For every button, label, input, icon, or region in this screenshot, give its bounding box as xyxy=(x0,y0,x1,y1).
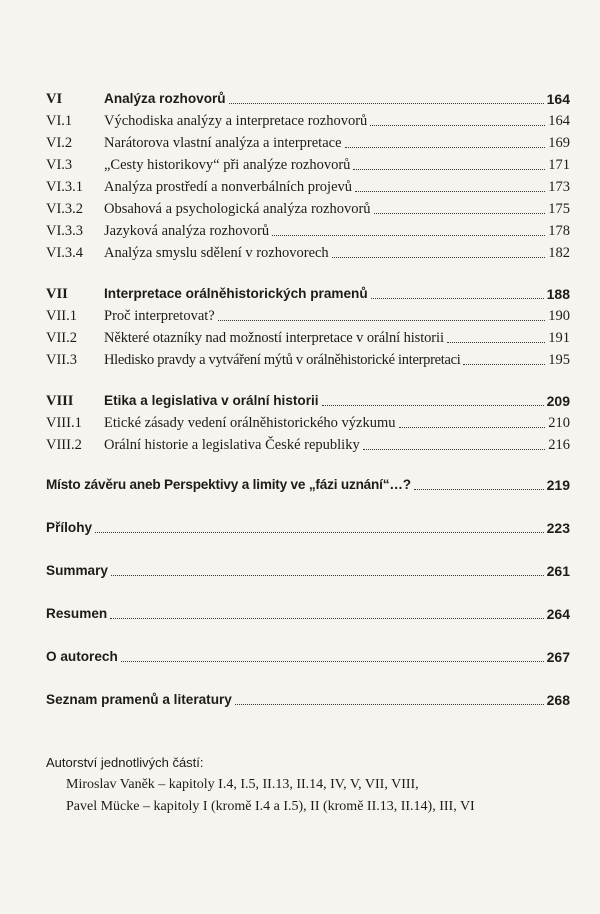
dot-leader xyxy=(399,426,546,428)
section-title: Narátorova vlastní analýza a interpretace xyxy=(104,135,342,151)
section-number: VI.3.4 xyxy=(46,245,84,261)
dot-leader xyxy=(353,168,545,170)
page-number: 188 xyxy=(546,286,570,302)
toc-section-vi-3-2[interactable] xyxy=(46,196,570,218)
authorship-note xyxy=(46,752,576,818)
section-title: Analýza smyslu sdělení v rozhovorech xyxy=(104,245,329,261)
dot-leader xyxy=(345,146,546,148)
page-number: 268 xyxy=(546,692,570,708)
toc-section-viii-1[interactable] xyxy=(46,410,570,432)
toc-section-vi-2[interactable] xyxy=(46,130,570,152)
entry-title: Seznam pramenů a literatury xyxy=(46,692,232,707)
toc-section-vii-3[interactable] xyxy=(46,347,570,369)
entry-title: Místo závěru aneb Perspektivy a limity ve „fázi uznání“…? xyxy=(46,477,411,492)
dot-leader xyxy=(272,234,545,236)
page-number: 209 xyxy=(546,393,570,409)
page-number: 267 xyxy=(546,649,570,665)
toc-section-vii-1[interactable] xyxy=(46,303,570,325)
toc-entry-about-authors[interactable] xyxy=(46,644,570,666)
dot-leader xyxy=(371,297,544,299)
chapter-number: VIII xyxy=(46,393,74,409)
dot-leader xyxy=(218,319,546,321)
dot-leader xyxy=(363,448,546,450)
section-title: Analýza prostředí a nonverbálních projevů xyxy=(104,179,353,195)
page-number: 210 xyxy=(548,415,570,431)
section-title: Obsahová a psychologická analýza rozhovorů xyxy=(104,201,371,217)
page-number: 219 xyxy=(546,477,570,493)
dot-leader xyxy=(110,617,543,619)
page-number: 175 xyxy=(548,201,570,217)
dot-leader xyxy=(121,660,544,662)
chapter-title: Interpretace orálněhistorických pramenů xyxy=(104,286,368,301)
dot-leader xyxy=(447,341,545,343)
section-number: VI.1 xyxy=(46,113,73,129)
dot-leader xyxy=(229,102,544,104)
page-number: 216 xyxy=(548,437,570,453)
dot-leader xyxy=(370,124,545,126)
entry-title: Summary xyxy=(46,563,108,578)
page-number: 195 xyxy=(548,352,570,368)
section-title: Jazyková analýza rozhovorů xyxy=(104,223,270,239)
section-number: VIII.1 xyxy=(46,415,82,431)
page-number: 191 xyxy=(548,330,570,346)
page-number: 169 xyxy=(548,135,570,151)
toc-section-vi-3-3[interactable] xyxy=(46,218,570,240)
dot-leader xyxy=(332,256,546,258)
authorship-line: Pavel Mücke – kapitoly I (kromě I.4 a I.5), II (kromě II.13, II.14), III, VI xyxy=(66,799,475,814)
section-number: VIII.2 xyxy=(46,437,82,453)
section-number: VII.3 xyxy=(46,352,78,368)
toc-entry-appendices[interactable] xyxy=(46,515,570,537)
toc-section-viii-2[interactable] xyxy=(46,432,570,454)
page-number: 190 xyxy=(548,308,570,324)
section-title: Orální historie a legislativa České republiky xyxy=(104,437,360,453)
chapter-number: VI xyxy=(46,91,63,107)
dot-leader xyxy=(95,531,544,533)
toc-section-vii-2[interactable] xyxy=(46,325,570,347)
entry-title: Přílohy xyxy=(46,520,93,535)
section-title: Východiska analýzy a interpretace rozhovorů xyxy=(104,113,368,129)
section-number: VI.3.3 xyxy=(46,223,84,239)
toc-section-vi-3-1[interactable] xyxy=(46,174,570,196)
dot-leader xyxy=(414,488,544,490)
dot-leader xyxy=(374,212,546,214)
dot-leader xyxy=(355,190,545,192)
section-number: VII.1 xyxy=(46,308,78,324)
chapter-number: VII xyxy=(46,286,68,302)
page-number: 223 xyxy=(546,520,570,536)
section-number: VI.3 xyxy=(46,157,73,173)
dot-leader xyxy=(322,404,544,406)
dot-leader xyxy=(235,703,544,705)
section-title: Etické zásady vedení orálněhistorického výzkumu xyxy=(104,415,396,431)
authorship-heading: Autorství jednotlivých částí: xyxy=(46,755,204,770)
section-title: „Cesty historikovy“ při analýze rozhovorů xyxy=(104,157,351,173)
dot-leader xyxy=(111,574,544,576)
chapter-title: Analýza rozhovorů xyxy=(104,91,226,106)
page-number: 164 xyxy=(546,91,570,107)
toc-entry-sources[interactable] xyxy=(46,687,570,709)
dot-leader xyxy=(463,363,545,365)
section-number: VI.2 xyxy=(46,135,73,151)
page-number: 164 xyxy=(548,113,570,129)
entry-title: O autorech xyxy=(46,649,118,664)
chapter-title: Etika a legislativa v orální historii xyxy=(104,393,319,408)
toc-section-vi-3[interactable] xyxy=(46,152,570,174)
toc-section-vi-1[interactable] xyxy=(46,108,570,130)
page-number: 182 xyxy=(548,245,570,261)
section-title: Hledisko pravdy a vytváření mýtů v orálněhistorické interpretaci xyxy=(104,352,461,368)
section-title: Proč interpretovat? xyxy=(104,308,215,324)
section-title: Některé otazníky nad možností interpretace v orální historii xyxy=(104,330,444,346)
toc-chapter-vi[interactable] xyxy=(46,86,570,108)
section-number: VI.3.2 xyxy=(46,201,84,217)
toc-entry-resumen[interactable] xyxy=(46,601,570,623)
section-number: VII.2 xyxy=(46,330,78,346)
page-number: 171 xyxy=(548,157,570,173)
toc-entry-summary[interactable] xyxy=(46,558,570,580)
entry-title: Resumen xyxy=(46,606,108,621)
toc-section-vi-3-4[interactable] xyxy=(46,240,570,262)
page-number: 264 xyxy=(546,606,570,622)
toc-chapter-vii[interactable] xyxy=(46,281,570,303)
section-number: VI.3.1 xyxy=(46,179,84,195)
toc-entry-conclusion[interactable] xyxy=(46,472,570,494)
page-number: 261 xyxy=(546,563,570,579)
page-number: 178 xyxy=(548,223,570,239)
toc-chapter-viii[interactable] xyxy=(46,388,570,410)
authorship-line: Miroslav Vaněk – kapitoly I.4, I.5, II.13, II.14, IV, V, VII, VIII, xyxy=(66,777,419,792)
page-number: 173 xyxy=(548,179,570,195)
